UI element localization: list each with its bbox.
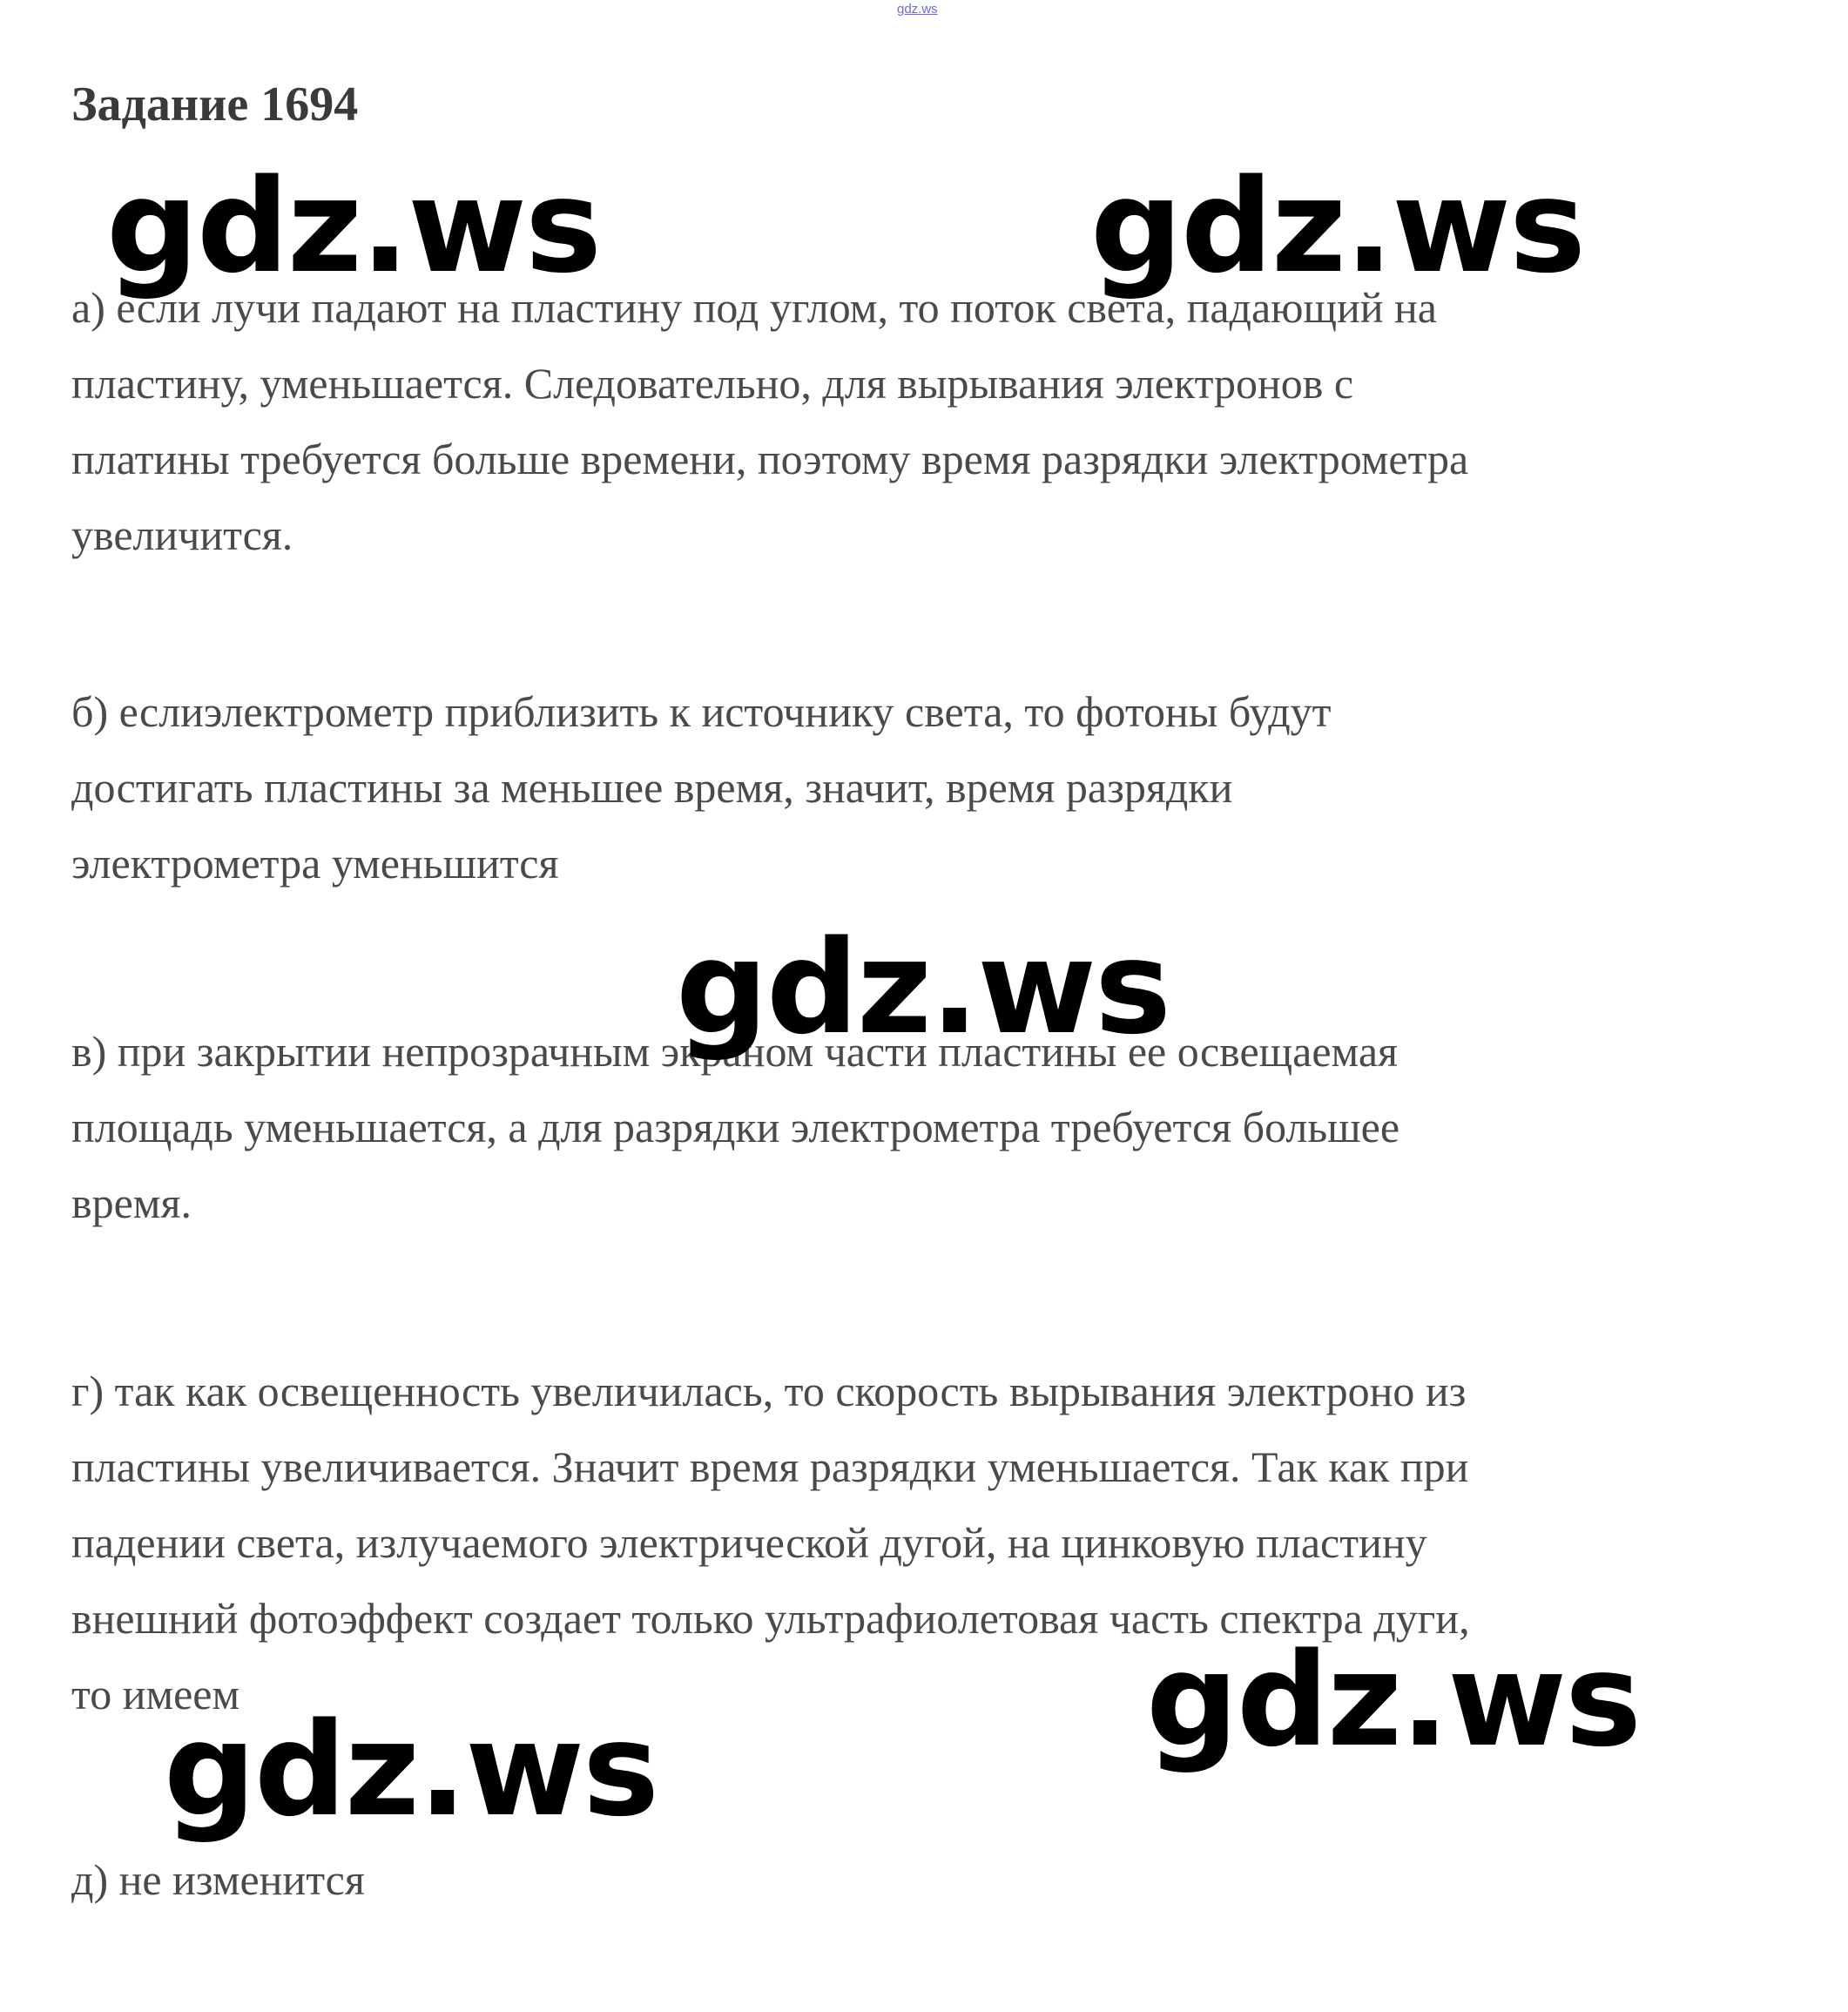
watermark-logo: gdz.ws <box>1146 1625 1641 1775</box>
paragraph-line: д) не изменится <box>71 1855 365 1904</box>
paragraph-line: падении света, излучаемого электрической дугой, на цинковую пластину <box>71 1518 1427 1567</box>
paragraph-line: г) так как освещенность увеличилась, то скорость вырывания электроно из <box>71 1367 1467 1415</box>
answer-paragraph-b <box>71 674 1813 901</box>
paragraph-line: б) еслиэлектрометр приблизить к источнику света, то фотоны будут <box>71 687 1332 736</box>
answer-paragraph-a <box>71 270 1813 573</box>
watermark-logo: gdz.ws <box>164 1695 658 1845</box>
paragraph-line: а) если лучи падают на пластину под углом, то поток света, падающий на <box>71 283 1437 332</box>
watermark-logo: gdz.ws <box>676 913 1170 1063</box>
paragraph-line: пластину, уменьшается. Следовательно, для вырывания электронов с <box>71 359 1354 408</box>
header-site-mark[interactable]: gdz.ws <box>897 2 938 17</box>
paragraph-line: достигать пластины за меньшее время, значит, время разрядки <box>71 763 1233 812</box>
task-title: Задание 1694 <box>71 78 359 132</box>
paragraph-line: в) при закрытии непрозрачным экраном части пластины ее освещаемая <box>71 1027 1399 1076</box>
watermark-logo: gdz.ws <box>1090 152 1585 301</box>
paragraph-line: площадь уменьшается, а для разрядки электрометра требуется большее <box>71 1103 1400 1151</box>
paragraph-line: время. <box>71 1178 192 1227</box>
answer-paragraph-d <box>71 1842 1813 1918</box>
paragraph-line: электрометра уменьшится <box>71 839 559 888</box>
paragraph-line: платины требуется больше времени, поэтому время разрядки электрометра <box>71 435 1469 483</box>
paragraph-line: то имеем <box>71 1670 240 1718</box>
paragraph-line: пластины увеличивается. Значит время разрядки уменьшается. Так как при <box>71 1442 1469 1491</box>
paragraph-line: внешний фотоэффект создает только ультрафиолетовая часть спектра дуги, <box>71 1594 1470 1643</box>
paragraph-line: увеличится. <box>71 510 293 559</box>
watermark-logo: gdz.ws <box>106 152 601 301</box>
